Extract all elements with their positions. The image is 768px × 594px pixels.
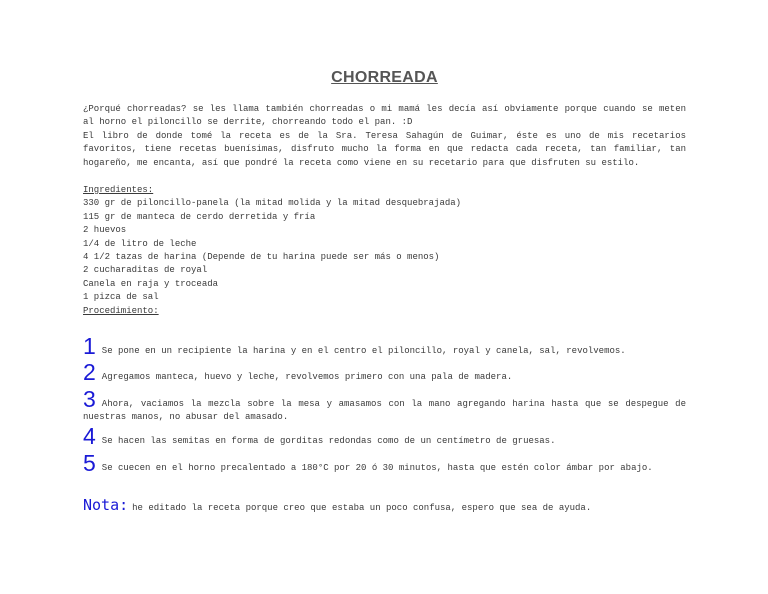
- ingredient-item: 1 pizca de sal: [83, 292, 159, 303]
- step-text: Agregamos manteca, huevo y leche, revolvemos primero con una pala de madera.: [101, 372, 513, 382]
- step-text: Se pone en un recipiente la harina y en el centro el piloncillo, royal y canela, sal, revolvemos.: [101, 346, 626, 356]
- ingredient-item: 1/4 de litro de leche: [83, 238, 197, 249]
- step-3: [83, 386, 686, 425]
- nota-text: he editado la receta porque creo que estaba un poco confusa, espero que sea de ayuda.: [132, 503, 592, 513]
- intro-text: [83, 103, 686, 170]
- step-text: Se hacen las semitas en forma de gorditas redondas como de un centímetro de gruesas.: [101, 436, 556, 446]
- ingredient-item: 2 cucharaditas de royal: [83, 265, 208, 276]
- step-number: 1: [83, 333, 96, 359]
- step-number: 3: [83, 386, 96, 412]
- step-4: [83, 423, 686, 449]
- nota: [83, 496, 686, 515]
- step-1: [83, 333, 686, 359]
- ingredient-item: 330 gr de piloncillo-panela (la mitad molida y la mitad desquebrajada): [83, 198, 462, 209]
- page-title: CHORREADA: [331, 69, 438, 86]
- procedure-heading: Procedimiento:: [83, 305, 159, 316]
- intro-paragraph: ¿Porqué chorreadas? se les llama también chorreadas o mi mamá les decía así obviamente porque cuando se meten al horno el piloncillo se derrite, chorreando todo el pan. :D: [83, 104, 686, 128]
- step-number: 4: [83, 423, 96, 449]
- intro-paragraph: El libro de donde tomé la receta es de la Sra. Teresa Sahagún de Guimar, éste es uno de mis recetarios favoritos, tiene recetas buenísimas, disfruto mucho la forma en que redacta cada receta, tan familiar, tan hogareño, me encanta, así que pondré la receta como viene en su recetario para que disfruten su estilo.: [83, 130, 686, 168]
- step-number: 2: [83, 359, 96, 385]
- nota-label: Nota:: [83, 496, 129, 514]
- ingredient-item: 4 1/2 tazas de harina (Depende de tu harina puede ser más o menos): [83, 252, 440, 263]
- ingredient-item: 115 gr de manteca de cerdo derretida y fría: [83, 211, 316, 222]
- ingredient-item: Canela en raja y troceada: [83, 278, 219, 289]
- step-5: [83, 450, 686, 476]
- step-text: Ahora, vaciamos la mezcla sobre la mesa y amasamos con la mano agregando harina hasta que se despegue de nuestras manos, no abusar del amasado.: [83, 399, 686, 423]
- step-2: [83, 359, 686, 385]
- ingredient-item: 2 huevos: [83, 225, 127, 236]
- step-number: 5: [83, 450, 96, 476]
- step-text: Se cuecen en el horno precalentado a 180°C por 20 ó 30 minutos, hasta que estén color ámbar por abajo.: [101, 463, 653, 473]
- ingredients-section: [83, 184, 686, 318]
- ingredients-heading: Ingredientes:: [83, 185, 154, 195]
